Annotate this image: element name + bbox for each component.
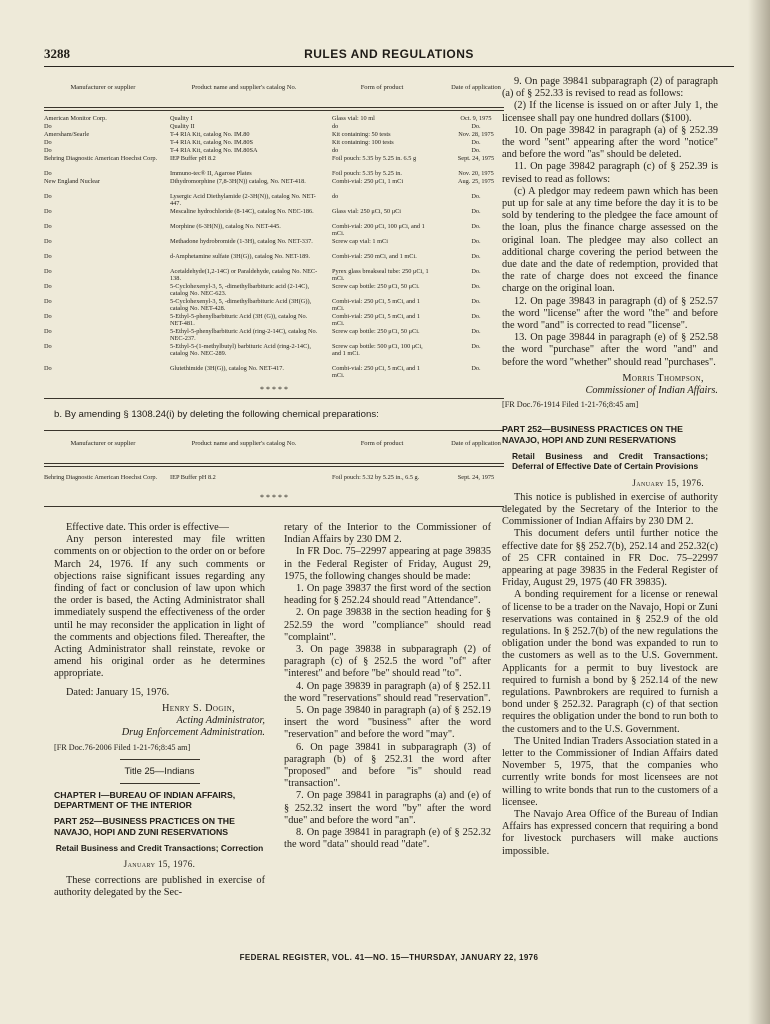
table-header-manufacturer: Manufacturer or supplier bbox=[70, 84, 136, 91]
table-cell: Quality I bbox=[170, 115, 193, 122]
table-cell: Do bbox=[44, 268, 52, 275]
correction-item: 2. On page 39838 in the section heading for § 252.59 the word "compliance" should read "complaint". bbox=[284, 607, 491, 643]
table-cell: Foil pouch: 5.35 by 5.25 in. 6.5 g bbox=[332, 155, 417, 162]
table-cell: Do bbox=[44, 343, 52, 350]
table-cell: 5-Cyclohexenyl-3, 5, -dimethylbarbituric acid (2-14C), catalog No. NEC-623. bbox=[170, 283, 310, 298]
table-cell: do bbox=[332, 147, 339, 154]
table-cell: Do. bbox=[471, 298, 481, 305]
dated-line: Dated: January 15, 1976. bbox=[66, 686, 170, 698]
table-cell: Do. bbox=[471, 139, 481, 146]
correction-item: 9. On page 39841 subparagraph (2) of paragraph (a) of § 252.33 is revised to read as follows: bbox=[502, 76, 718, 100]
table-header-product: Product name and supplier's catalog No. bbox=[191, 84, 297, 91]
correction-item: 12. On page 39843 in paragraph (d) of § 252.57 the word "license" after the word "the" and before the word "and" is corrected to read "license". bbox=[502, 295, 718, 332]
table-cell: Combi-vial: 200 μCi, 100 μCi, and 1 mCi. bbox=[332, 223, 425, 238]
table-header-manufacturer: Manufacturer or supplier bbox=[70, 440, 136, 447]
table-cell: Do bbox=[44, 208, 52, 215]
table-cell: Glutethimide (3H(G)), catalog No. NET-417. bbox=[170, 365, 284, 372]
table-cell: Do. bbox=[471, 208, 481, 215]
table-cell: Immuno-tec® II, Agarose Plates bbox=[170, 170, 252, 177]
part-heading: PART 252—BUSINESS PRACTICES ON THE NAVAJO, HOPI AND ZUNI RESERVATIONS bbox=[502, 424, 683, 445]
effective-date-paragraph: Effective date. This order is effective— bbox=[66, 522, 229, 533]
table-rule bbox=[44, 506, 504, 507]
table-header-product: Product name and supplier's catalog No. bbox=[191, 440, 297, 447]
table-cell: Nov. 28, 1975 bbox=[458, 131, 494, 138]
table-cell: Behring Diagnostic American Hoechst Corp. bbox=[44, 474, 158, 481]
chapter-heading: CHAPTER I—BUREAU OF INDIAN AFFAIRS, DEPARTMENT OF THE INTERIOR bbox=[54, 789, 236, 811]
table-cell: do bbox=[332, 123, 339, 130]
table-cell: Mescaline hydrochloride (8-14C), catalog No. NEC-186. bbox=[170, 208, 314, 215]
page-header bbox=[44, 44, 734, 67]
table-cell: Do bbox=[44, 238, 52, 245]
right-column bbox=[502, 76, 718, 858]
table-cell: T-4 RIA Kit, catalog No. IM.80 bbox=[170, 131, 250, 138]
ellipsis-stars: * * * * * bbox=[260, 493, 288, 502]
fr-doc-line: [FR Doc.76-1914 Filed 1-21-76;8:45 am] bbox=[502, 400, 639, 410]
table-cell: Do bbox=[44, 328, 52, 335]
quoted-text: (2) If the license is issued on or after July 1, the licensee shall pay one hundred dollars ($100). bbox=[502, 100, 718, 124]
body-paragraph: These corrections are published in exercise of authority delegated by the Sec- bbox=[54, 874, 265, 898]
subject-heading: Retail Business and Credit Transactions; Correction bbox=[55, 843, 264, 854]
divider bbox=[120, 759, 200, 760]
fr-doc-line: [FR Doc.76-2006 Filed 1-21-76;8:45 am] bbox=[54, 743, 191, 753]
table-cell: Do. bbox=[471, 268, 481, 275]
table-header-form: Form of product bbox=[360, 84, 404, 91]
table-cell: Sept. 24, 1975 bbox=[457, 155, 495, 162]
table-cell: Do. bbox=[471, 343, 481, 350]
table-cell: Do bbox=[44, 193, 52, 200]
table-cell: Do. bbox=[471, 253, 481, 260]
table-cell: Do bbox=[44, 298, 52, 305]
table-cell: Screw cap bottle: 250 μCi, 50 μCi. bbox=[332, 328, 420, 335]
table-cell: Do bbox=[44, 123, 52, 130]
correction-item: 4. On page 39839 in paragraph (a) of § 252.11 the word "reservations" should read "reservation". bbox=[284, 680, 491, 704]
table-cell: d-Amphetamine sulfate (3H(G)), catalog No. NET-189. bbox=[170, 253, 311, 260]
quoted-text: (c) A pledgor may redeem pawn which has been put up for sale at any time before the day it is to be sold by tendering to the pledgee the face amount of the loan, plus the finance charge assessed on the original loan. The pledgee may also collect an additional charge covering the period between the due date and the date of redemption, provided that the rate of charge does not exceed the finance charge on the original loan. bbox=[502, 185, 718, 295]
table-cell: 5-Cyclohexenyl-3, 5, -dimethylbarbituric Acid (3H(G)), catalog No. NET-428. bbox=[170, 298, 312, 313]
body-paragraph: The United Indian Traders Association stated in a letter to the Commissioner of Indian Affairs dated November 5, 1975, that the companies who currently write bonds for most licensees are not willing to write bonds that run to the customers of a licensee. bbox=[502, 735, 718, 808]
table-cell: T-4 RIA Kit, catalog No. IM.80SA bbox=[170, 147, 258, 154]
table-cell: Dihydromorphine (7,8-3H(N)) catalog, No. NET-418. bbox=[170, 178, 306, 185]
table-cell: New England Nuclear bbox=[44, 178, 100, 185]
table-cell: Pyrex glass breakseal tube: 250 μCi, 1 mCi. bbox=[332, 268, 429, 283]
amendment-heading: b. By amending § 1308.24(i) by deleting the following chemical preparations: bbox=[54, 409, 379, 420]
table-cell: T-4 RIA Kit, catalog No. IM.80S bbox=[170, 139, 254, 146]
correction-item: 8. On page 39841 in paragraph (e) of § 252.32 the word "data" should read "date". bbox=[284, 827, 491, 851]
signer-name: Henry S. Dogin, bbox=[161, 702, 235, 714]
table-cell: Do. bbox=[471, 313, 481, 320]
table-cell: Screw cap bottle: 500 μCi, 100 μCi, and 1 mCi. bbox=[332, 343, 423, 358]
table-cell: Do bbox=[44, 147, 52, 154]
middle-column bbox=[284, 522, 491, 851]
table-cell: Do. bbox=[471, 147, 481, 154]
table-cell: Do. bbox=[471, 193, 481, 200]
table-cell: Do bbox=[44, 313, 52, 320]
deleted-preparations-table bbox=[44, 430, 504, 508]
table-cell: Do bbox=[44, 253, 52, 260]
table-cell: Do. bbox=[471, 328, 481, 335]
table-cell: Aug. 25, 1975 bbox=[457, 178, 495, 185]
page-number: 3288 bbox=[44, 46, 70, 61]
table-cell: IEP Buffer pH 8.2 bbox=[170, 474, 216, 481]
table-cell: Do. bbox=[471, 238, 481, 245]
table-cell: Nov. 20, 1975 bbox=[458, 170, 494, 177]
body-paragraph: A bonding requirement for a license or renewal of license to be a trader on the Navajo, Hopi or Zuni reservations was contained in § 252.9 of the old regulations. In § 252.7(b) of the new regulations the obligation under the bond was expanded to run to the customers as well as to the U.S. Government. Applicants for a permit to buy livestock are required to furnish a bond by § 252.14 of the new regulations. Pawnbrokers are required to furnish a bond under § 252.32. Paragraph (c) of that section requires the obligation under the bond to run both to the customers and to the U.S. Government. bbox=[502, 589, 718, 735]
table-cell: Kit containing: 100 tests bbox=[332, 139, 394, 146]
table-cell: Do bbox=[44, 139, 52, 146]
table-cell: Foil pouch: 5.32 by 5.25 in., 6.5 g. bbox=[332, 474, 420, 481]
correction-item: 13. On page 39844 in paragraph (e) of § 252.58 the word "purchase" after the word "and" and before the word "whether" should read "purchases". bbox=[502, 332, 718, 368]
table-cell: Do. bbox=[471, 223, 481, 230]
table-cell: Do. bbox=[471, 283, 481, 290]
table-rule bbox=[44, 466, 504, 467]
table-cell: Do. bbox=[471, 123, 481, 130]
table-cell: Combi-vial: 250 μCi, 5 mCi, and 1 mCi. bbox=[332, 298, 421, 313]
table-rule bbox=[44, 430, 504, 431]
table-cell: do bbox=[332, 193, 339, 200]
signer-agency: Drug Enforcement Administration. bbox=[121, 727, 265, 739]
table-cell: Foil pouch: 5.35 by 5.25 in. bbox=[332, 170, 402, 177]
correction-item: 11. On page 39842 paragraph (c) of § 252.39 is revised to read as follows: bbox=[502, 161, 718, 185]
correction-item: 5. On page 39840 in paragraph (a) of § 252.19 insert the word "business" after the word "reservation" and before the word "may". bbox=[284, 705, 491, 741]
table-cell: 5-Ethyl-5-(1-methylbutyl) barbituric Acid (ring-2-14C), catalog No. NEC-289. bbox=[170, 343, 311, 358]
body-paragraph: In FR Doc. 75–22997 appearing at page 39835 in the Federal Register of Friday, August 29, 1975, the following changes should be made: bbox=[284, 546, 491, 582]
correction-item: 6. On page 39841 in subparagraph (3) of paragraph (b) of § 252.31 the word after "proposed" and before "is" should read "transaction". bbox=[284, 741, 491, 790]
correction-item: 3. On page 39838 in subparagraph (2) of paragraph (c) of § 252.5 the word "of" after "interest" and before "be" should read "to". bbox=[284, 644, 491, 680]
body-paragraph: This notice is published in exercise of authority delegated by the Secretary of the Interior to the Commissioner of Indian Affairs by 230 DM 2. bbox=[502, 491, 718, 528]
signer-title: Commissioner of Indian Affairs. bbox=[585, 385, 718, 397]
table-rule bbox=[44, 107, 504, 108]
table-cell: American Monitor Corp. bbox=[44, 115, 107, 122]
table-cell: Lysergic Acid Diethylamide (2-3H(N)), catalog No. NET-447. bbox=[170, 193, 316, 208]
page-edge-shadow bbox=[748, 0, 770, 1024]
correction-item: 10. On page 39842 in paragraph (a) of § 252.39 the word "sent" appearing after the word "notice" and before the word "as" should be deleted. bbox=[502, 124, 718, 161]
correction-item: 7. On page 39841 in paragraphs (a) and (e) of § 252.32 insert the word "by" after the word "due" and before the word "an". bbox=[284, 790, 491, 826]
table-cell: Methadone hydrobromide (1-3H), catalog No. NET-337. bbox=[170, 238, 313, 245]
table-cell: IEP Buffer pH 8.2 bbox=[170, 155, 216, 162]
table-cell: Screw cap bottle: 250 μCi, 50 μCi. bbox=[332, 283, 420, 290]
table-cell: Do bbox=[44, 223, 52, 230]
table-cell: Combi-vial: 250 μCi, 5 mCi, and 1 mCi. bbox=[332, 313, 421, 328]
table-cell: Sept. 24, 1975 bbox=[457, 474, 495, 481]
table-cell: Do. bbox=[471, 365, 481, 372]
title-heading: Title 25—Indians bbox=[124, 765, 195, 777]
table-header-date: Date of application bbox=[451, 84, 501, 91]
table-cell: Quality II bbox=[170, 123, 195, 130]
table-cell: Behring Diagnostic American Hoechst Corp. bbox=[44, 155, 158, 162]
table-rule bbox=[44, 463, 504, 464]
table-cell: Do bbox=[44, 170, 52, 177]
body-paragraph: Any person interested may file written comments on or objection to the order on or before March 24, 1976. If any such comments or objections raise significant issues regarding any finding of fact or conclusion of law upon which the order is based, the Acting Administrator shall immediately suspend the effectiveness of the order until he may reconsider the application in light of the comments and objections filed. Thereafter, the Acting Administrator shall reinstate, revoke or amend his original order as he determines appropriate. bbox=[54, 534, 265, 680]
chemical-preparations-table bbox=[44, 80, 504, 402]
table-cell: Morphine (6-3H(N)), catalog No. NET-445. bbox=[170, 223, 281, 230]
table-cell: Glass vial: 250 μCi, 50 μCi bbox=[332, 208, 402, 215]
table-rule bbox=[44, 398, 504, 399]
table-header-date: Date of application bbox=[451, 440, 501, 447]
document-date: January 15, 1976. bbox=[632, 477, 704, 488]
signer-title: Acting Administrator, bbox=[176, 715, 265, 727]
body-paragraph: This document defers until further notice the effective date for §§ 252.7(b), 252.14 and 252.32(c) of 25 CFR contained in FR Doc. 75–22997 appearing at page 39835 in the Federal Register of Friday, August 29, 1975 (40 FR 39835). bbox=[502, 528, 718, 589]
table-cell: Screw cap vial: 1 mCi bbox=[332, 238, 388, 245]
table-cell: Amersham/Searle bbox=[44, 131, 90, 138]
correction-item: 1. On page 39837 the first word of the section heading for § 252.24 should read "Attendance". bbox=[284, 583, 491, 607]
table-cell: Kit containing: 50 tests bbox=[332, 131, 391, 138]
page-title: RULES AND REGULATIONS bbox=[304, 47, 474, 61]
document-date: January 15, 1976. bbox=[123, 859, 196, 870]
signer-name: Morris Thompson, bbox=[622, 372, 704, 384]
table-cell: 5-Ethyl-5-phenylbarbituric Acid (ring-2-14C), catalog No. NEC-237. bbox=[170, 328, 318, 343]
body-paragraph: retary of the Interior to the Commissioner of Indian Affairs by 230 DM 2. bbox=[284, 522, 491, 546]
table-cell: Glass vial: 10 ml bbox=[332, 115, 375, 122]
table-cell: Combi-vial: 250 μCi, 1 mCi bbox=[332, 178, 404, 185]
table-cell: Combi-vial: 250 μCi, 5 mCi, and 1 mCi. bbox=[332, 365, 421, 380]
table-cell: Do bbox=[44, 365, 52, 372]
left-column bbox=[54, 522, 265, 899]
divider bbox=[120, 783, 200, 784]
table-cell: Combi-vial: 250 mCi, and 1 mCi. bbox=[332, 253, 417, 260]
table-cell: Acetaldehyde(1,2-14C) or Paraldehyde, catalog No. NEC-138. bbox=[170, 268, 318, 283]
table-header-form: Form of product bbox=[360, 440, 404, 447]
table-rule bbox=[44, 110, 504, 111]
subject-heading: Retail Business and Credit Transactions; Deferral of Effective Date of Certain Provisions bbox=[512, 451, 708, 472]
table-cell: Oct. 9, 1975 bbox=[460, 115, 492, 122]
part-heading: PART 252—BUSINESS PRACTICES ON THE NAVAJO, HOPI AND ZUNI RESERVATIONS bbox=[54, 816, 235, 837]
page-footer: FEDERAL REGISTER, VOL. 41—NO. 15—THURSDAY, JANUARY 22, 1976 bbox=[239, 953, 539, 962]
table-cell: 5-Ethyl-5-phenylbarbituric Acid (3H (G)), catalog No. NET-481. bbox=[170, 313, 308, 328]
table-cell: Do bbox=[44, 283, 52, 290]
ellipsis-stars: * * * * * bbox=[260, 385, 288, 394]
body-paragraph: The Navajo Area Office of the Bureau of Indian Affairs has expressed concern that requiring a bond for livestock purchasers will make auctions impossible. bbox=[502, 808, 718, 857]
